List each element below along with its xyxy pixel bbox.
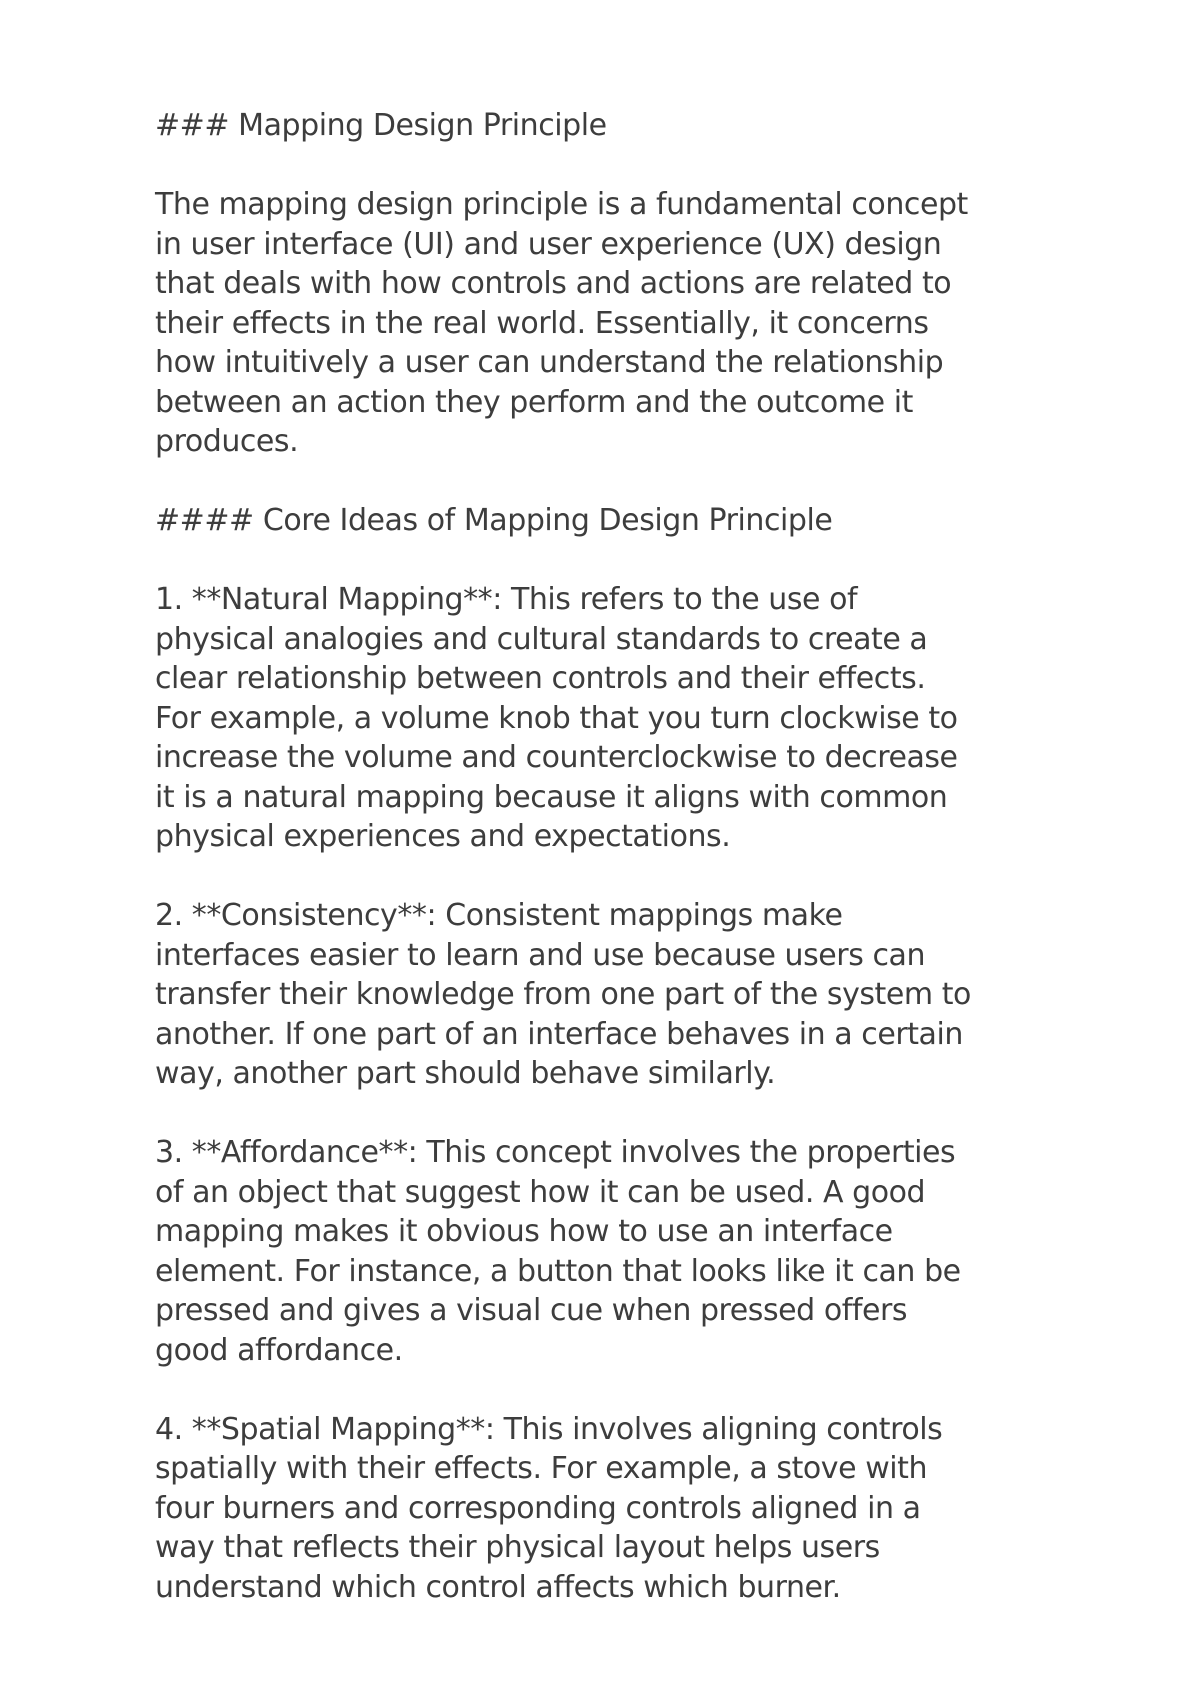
- list-item-natural-mapping: 1. **Natural Mapping**: This refers to the use of physical analogies and cultural standards to create a clear relationship between controls and their effects. For example, a volume knob that you turn clockwise to increase the volume and counterclockwise to decrease it is a natural mapping because it aligns with common physical experiences and expectations.: [155, 582, 958, 854]
- spacer: [155, 541, 1055, 581]
- spacer: [155, 857, 1055, 897]
- intro-paragraph: The mapping design principle is a fundamental concept in user interface (UI) and user experience (UX) design that deals with how controls and actions are related to their effects in the real world. Essentially, it concerns how intuitively a user can understand the relationship between an action they perform and the outcome it produces.: [155, 187, 968, 459]
- list-item-spatial-mapping: 4. **Spatial Mapping**: This involves aligning controls spatially with their effects. For example, a stove with four burners and corresponding controls aligned in a way that reflects their physical layout helps users understand which control affects which burner.: [155, 1411, 943, 1605]
- spacer: [155, 146, 1055, 186]
- list-item-consistency: 2. **Consistency**: Consistent mappings make interfaces easier to learn and use because users can transfer their knowledge from one part of the system to another. If one part of an interface behaves in a certain way, another part should behave similarly.: [155, 898, 971, 1091]
- spacer: [155, 1094, 1055, 1134]
- document-subheading: #### Core Ideas of Mapping Design Principle: [155, 503, 833, 538]
- spacer: [155, 1370, 1055, 1410]
- spacer: [155, 462, 1055, 502]
- document-page: [155, 106, 1055, 1607]
- list-item-affordance: 3. **Affordance**: This concept involves the properties of an object that suggest how it can be used. A good mapping makes it obvious how to use an interface element. For instance, a button that looks like it can be pressed and gives a visual cue when pressed offers good affordance.: [155, 1135, 961, 1368]
- document-heading: ### Mapping Design Principle: [155, 108, 607, 143]
